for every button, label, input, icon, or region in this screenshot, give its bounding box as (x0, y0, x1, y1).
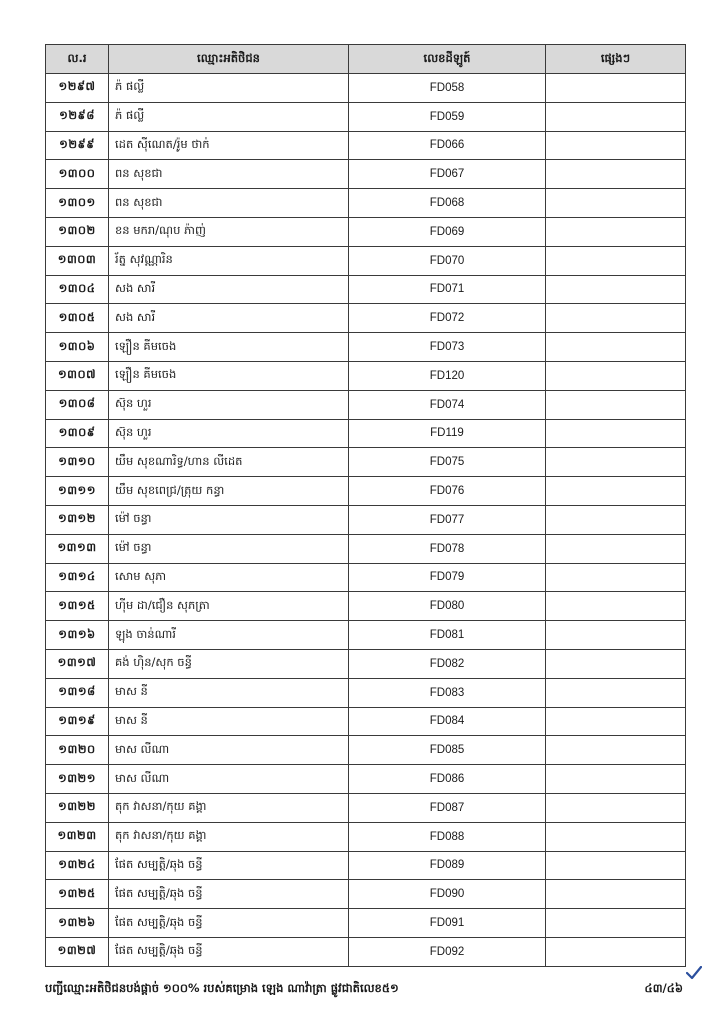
notes-cell (546, 275, 686, 304)
table-row (46, 909, 686, 938)
customer-name: ឡឿន គីមចេង (109, 361, 349, 390)
customer-name: សង សារី (109, 304, 349, 333)
table-row (46, 217, 686, 246)
notes-cell (546, 678, 686, 707)
customer-name: រ័ត្ន សុវណ្ណារិន (109, 246, 349, 275)
row-number: ១៣២១ (46, 765, 109, 794)
row-number: ១៣០០ (46, 160, 109, 189)
plot-number: FD085 (349, 736, 546, 765)
customer-name: ឡឿន គីមចេង (109, 333, 349, 362)
customer-name: ភ៉ ផល្លី (109, 74, 349, 103)
notes-cell (546, 419, 686, 448)
header-customer-name: ឈ្មោះអតិថិជន (109, 45, 349, 74)
customer-name: គង់ ហ៊ិន/សុក ចន្ធី (109, 649, 349, 678)
footer-caption: បញ្ជីឈ្មោះអតិថិជនបង់ផ្តាច់ ១០០% របស់គម្រោង ឡេង ណាវ៉ាត្រា ផ្លូវជាតិលេខ៥១ (45, 981, 399, 995)
plot-number: FD075 (349, 448, 546, 477)
plot-number: FD092 (349, 937, 546, 966)
table-row (46, 822, 686, 851)
row-number: ១៣១៥ (46, 592, 109, 621)
notes-cell (546, 937, 686, 966)
table-row (46, 937, 686, 966)
table-body (46, 74, 686, 967)
notes-cell (546, 649, 686, 678)
customer-name: យឹម សុខណារិទ្ធ/ហាន លីដេត (109, 448, 349, 477)
row-number: ១២៩៧ (46, 74, 109, 103)
notes-cell (546, 102, 686, 131)
table-header-row (46, 45, 686, 74)
customer-name: ស៊ុន ហួរ (109, 419, 349, 448)
customer-name: ផែត សម្បត្តិ/ឆុង ចន្ធី (109, 909, 349, 938)
customer-name: មាស លីណា (109, 736, 349, 765)
plot-number: FD079 (349, 563, 546, 592)
notes-cell (546, 333, 686, 362)
notes-cell (546, 592, 686, 621)
row-number: ១៣១៩ (46, 707, 109, 736)
notes-cell (546, 189, 686, 218)
notes-cell (546, 74, 686, 103)
customer-name: ម៉ៅ ចន្ធា (109, 505, 349, 534)
notes-cell (546, 304, 686, 333)
plot-number: FD083 (349, 678, 546, 707)
plot-number: FD070 (349, 246, 546, 275)
notes-cell (546, 707, 686, 736)
table-row (46, 275, 686, 304)
notes-cell (546, 477, 686, 506)
plot-number: FD059 (349, 102, 546, 131)
row-number: ១២៩៩ (46, 131, 109, 160)
table-row (46, 390, 686, 419)
plot-number: FD074 (349, 390, 546, 419)
table-row (46, 563, 686, 592)
customer-name: ស៊ុន ហួរ (109, 390, 349, 419)
page-number: ៤៣/៤៦ (644, 981, 683, 995)
table-row (46, 649, 686, 678)
notes-cell (546, 765, 686, 794)
notes-cell (546, 851, 686, 880)
table-row (46, 246, 686, 275)
row-number: ១៣១៤ (46, 563, 109, 592)
row-number: ១៣០១ (46, 189, 109, 218)
row-number: ១៣២៥ (46, 880, 109, 909)
customer-table (45, 44, 686, 967)
header-plot-number: លេខដីឡូត៍ (349, 45, 546, 74)
customer-name: សង សារី (109, 275, 349, 304)
notes-cell (546, 246, 686, 275)
notes-cell (546, 621, 686, 650)
notes-cell (546, 361, 686, 390)
row-number: ១៣០៤ (46, 275, 109, 304)
notes-cell (546, 448, 686, 477)
row-number: ១៣០៧ (46, 361, 109, 390)
plot-number: FD091 (349, 909, 546, 938)
plot-number: FD077 (349, 505, 546, 534)
row-number: ១៣២៤ (46, 851, 109, 880)
plot-number: FD080 (349, 592, 546, 621)
customer-name: ម៉ៅ ចន្ធា (109, 534, 349, 563)
table-row (46, 678, 686, 707)
check-mark-icon (686, 966, 702, 980)
row-number: ១៣១៨ (46, 678, 109, 707)
row-number: ១៣២២ (46, 793, 109, 822)
customer-name: មាស នី (109, 707, 349, 736)
row-number: ១៣០២ (46, 217, 109, 246)
row-number: ១៣០៦ (46, 333, 109, 362)
row-number: ១៣១២ (46, 505, 109, 534)
row-number: ១៣២៣ (46, 822, 109, 851)
table-row (46, 419, 686, 448)
table-row (46, 160, 686, 189)
notes-cell (546, 880, 686, 909)
notes-cell (546, 505, 686, 534)
table-row (46, 707, 686, 736)
table-row (46, 361, 686, 390)
plot-number: FD120 (349, 361, 546, 390)
plot-number: FD067 (349, 160, 546, 189)
row-number: ១៣២៧ (46, 937, 109, 966)
notes-cell (546, 563, 686, 592)
table-row (46, 505, 686, 534)
table-row (46, 448, 686, 477)
customer-name: ផែត សម្បត្តិ/ឆុង ចន្ធី (109, 937, 349, 966)
table-row (46, 880, 686, 909)
page-footer (45, 981, 685, 1001)
plot-number: FD088 (349, 822, 546, 851)
plot-number: FD058 (349, 74, 546, 103)
row-number: ១៣២០ (46, 736, 109, 765)
table-row (46, 736, 686, 765)
table-row (46, 477, 686, 506)
table-row (46, 102, 686, 131)
table-row (46, 621, 686, 650)
plot-number: FD081 (349, 621, 546, 650)
plot-number: FD078 (349, 534, 546, 563)
table-row (46, 304, 686, 333)
row-number: ១៣១៦ (46, 621, 109, 650)
plot-number: FD089 (349, 851, 546, 880)
notes-cell (546, 217, 686, 246)
header-notes: ផ្សេងៗ (546, 45, 686, 74)
plot-number: FD090 (349, 880, 546, 909)
table-row (46, 74, 686, 103)
row-number: ១៣០៩ (46, 419, 109, 448)
plot-number: FD086 (349, 765, 546, 794)
customer-name: យឹម សុខពេជ្រ/ត្រុយ កន្ធា (109, 477, 349, 506)
notes-cell (546, 909, 686, 938)
row-number: ១៣១៣ (46, 534, 109, 563)
table-row (46, 333, 686, 362)
notes-cell (546, 131, 686, 160)
notes-cell (546, 822, 686, 851)
customer-name: ឡុង ចាន់ណារី (109, 621, 349, 650)
plot-number: FD069 (349, 217, 546, 246)
plot-number: FD066 (349, 131, 546, 160)
notes-cell (546, 793, 686, 822)
customer-name: តុក វាសនា/កុយ គង្គា (109, 822, 349, 851)
row-number: ១៣១១ (46, 477, 109, 506)
plot-number: FD087 (349, 793, 546, 822)
row-number: ១៣០៥ (46, 304, 109, 333)
row-number: ១៣០៨ (46, 390, 109, 419)
customer-name: សោម សុភា (109, 563, 349, 592)
customer-name: មាស លីណា (109, 765, 349, 794)
table-row (46, 189, 686, 218)
customer-name: មាស នី (109, 678, 349, 707)
row-number: ១៣១០ (46, 448, 109, 477)
document-page (45, 44, 685, 967)
customer-name: ភ៉ ផល្លី (109, 102, 349, 131)
plot-number: FD082 (349, 649, 546, 678)
customer-name: ពន សុខជា (109, 160, 349, 189)
customer-name: ដេត ស៊ីណេត/រ៉ូម ថាក់ (109, 131, 349, 160)
table-row (46, 131, 686, 160)
plot-number: FD071 (349, 275, 546, 304)
customer-name: ហ៊ីម ដា/ជឿន សុភត្រា (109, 592, 349, 621)
customer-name: ខន មករា/ណុប ភ៉ាញ់ (109, 217, 349, 246)
plot-number: FD076 (349, 477, 546, 506)
plot-number: FD084 (349, 707, 546, 736)
notes-cell (546, 390, 686, 419)
table-row (46, 534, 686, 563)
notes-cell (546, 736, 686, 765)
notes-cell (546, 160, 686, 189)
plot-number: FD073 (349, 333, 546, 362)
row-number: ១៣១៧ (46, 649, 109, 678)
plot-number: FD119 (349, 419, 546, 448)
row-number: ១៣០៣ (46, 246, 109, 275)
customer-name: ផែត សម្បត្តិ/ឆុង ចន្ធី (109, 880, 349, 909)
plot-number: FD072 (349, 304, 546, 333)
table-row (46, 592, 686, 621)
row-number: ១៣២៦ (46, 909, 109, 938)
table-row (46, 765, 686, 794)
customer-name: ពន សុខជា (109, 189, 349, 218)
notes-cell (546, 534, 686, 563)
customer-name: តុក វាសនា/កុយ គង្គា (109, 793, 349, 822)
plot-number: FD068 (349, 189, 546, 218)
row-number: ១២៩៨ (46, 102, 109, 131)
table-row (46, 851, 686, 880)
header-number: ល.រ (46, 45, 109, 74)
customer-name: ផែត សម្បត្តិ/ឆុង ចន្ធី (109, 851, 349, 880)
table-row (46, 793, 686, 822)
